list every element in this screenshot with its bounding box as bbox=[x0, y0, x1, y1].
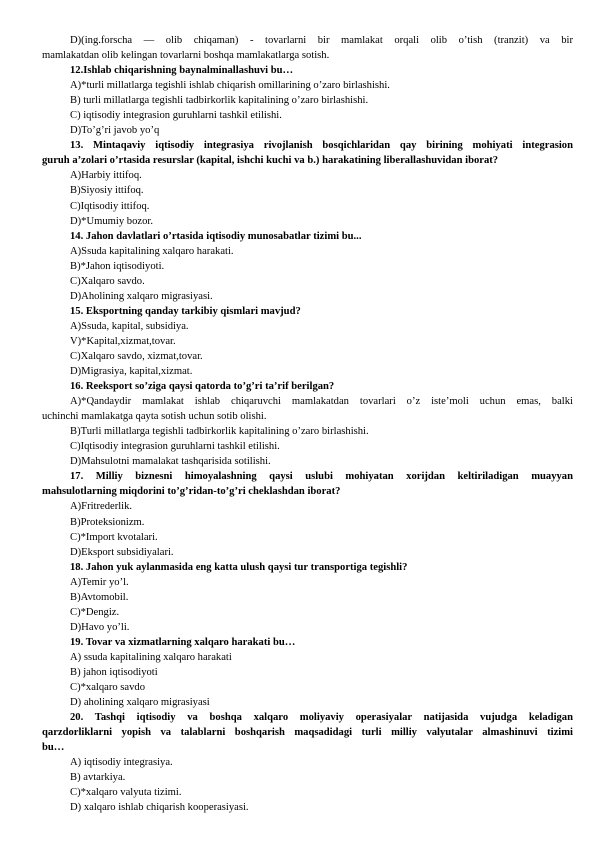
document-body bbox=[42, 33, 573, 815]
answer-option: C)Xalqaro savdo. bbox=[70, 275, 145, 287]
answer-option: C)*Dengiz. bbox=[70, 606, 120, 618]
answer-option: C)*xalqaro valyuta tizimi. bbox=[70, 787, 182, 799]
answer-option: A) ssuda kapitalining xalqaro harakati bbox=[70, 651, 232, 663]
question-line: mahsulotlarning miqdorini to’g’ridan-to’g’ri cheklashdan iborat? bbox=[42, 486, 341, 498]
answer-option: D)To’g’ri javob yo’q bbox=[70, 125, 160, 137]
answer-option: D)Havo yo’li. bbox=[70, 621, 130, 633]
answer-option: C)Iqtisodiy ittifoq. bbox=[70, 200, 150, 212]
text-line: uchinchi mamlakatga qayta sotish uchun sotib olishi. bbox=[42, 411, 267, 423]
question-line: 16. Reeksport so’ziga qaysi qatorda to’g’ri ta’rif berilgan? bbox=[70, 381, 335, 393]
question-line: 19. Tovar va xizmatlarning xalqaro harakati bu… bbox=[70, 636, 296, 648]
answer-option: D)(ing.forscha — olib chiqaman) - tovarlarni bir mamlakat orqali olib o’tish (tranzit) va bir bbox=[70, 35, 573, 46]
answer-option: A)*Qandaydir mamlakat ishlab chiqaruvchi mamlakatdan tovarlari o’z iste’moli uchun emas, balki bbox=[70, 396, 573, 408]
answer-option: A)*turli millatlarga tegishli ishlab chiqarish omillarining o’zaro birlashishi. bbox=[70, 80, 390, 92]
answer-option: B)Avtomobil. bbox=[70, 591, 129, 603]
answer-option: C)*xalqaro savdo bbox=[70, 682, 146, 694]
question-line: 18. Jahon yuk aylanmasida eng katta ulush qaysi tur transportiga tegishli? bbox=[70, 561, 408, 573]
answer-option: D) xalqaro ishlab chiqarish kooperasiyasi. bbox=[70, 802, 249, 814]
answer-option: A)Fritrederlik. bbox=[70, 501, 133, 513]
answer-option: D)*Umumiy bozor. bbox=[70, 215, 153, 227]
answer-option: B) turli millatlarga tegishli tadbirkorlik kapitalining o’zaro birlashishi. bbox=[70, 95, 369, 107]
answer-option: C)Xalqaro savdo, xizmat,tovar. bbox=[70, 350, 203, 362]
answer-option: D) aholining xalqaro migrasiyasi bbox=[70, 697, 210, 709]
answer-option: A)Ssuda kapitalining xalqaro harakati. bbox=[70, 245, 234, 257]
question-line: qarzdorliklarni yopish va talablarni boshqarish maqsadidagi turli milliy valyutalar almashinuvi tizimi bbox=[42, 727, 573, 739]
question-line: 12.Ishlab chiqarishning baynalminallashuvi bu… bbox=[70, 65, 294, 77]
answer-option: A) iqtisodiy integrasiya. bbox=[70, 757, 173, 769]
answer-option: D)Eksport subsidiyalari. bbox=[70, 546, 174, 558]
answer-option: C) iqtisodiy integrasion guruhlarni tashkil etilishi. bbox=[70, 110, 282, 122]
answer-option: B)Proteksionizm. bbox=[70, 516, 145, 528]
question-line: 15. Eksportning qanday tarkibiy qismlari mavjud? bbox=[70, 305, 301, 317]
answer-option: D)Migrasiya, kapital,xizmat. bbox=[70, 366, 193, 378]
answer-option: V)*Kapital,xizmat,tovar. bbox=[70, 335, 176, 347]
question-line: 20. Tashqi iqtisodiy va boshqa xalqaro moliyaviy operasiyalar natijasida vujudga keladigan bbox=[70, 712, 573, 724]
answer-option: D)Aholining xalqaro migrasiyasi. bbox=[70, 290, 213, 302]
question-line: 13. Mintaqaviy iqtisodiy integrasiya rivojlanish bosqichlaridan qay birining mohiyati integrasion bbox=[70, 140, 573, 152]
answer-option: A)Temir yo’l. bbox=[70, 576, 129, 588]
answer-option: B)Siyosiy ittifoq. bbox=[70, 185, 144, 197]
answer-option: B)*Jahon iqtisodiyoti. bbox=[70, 260, 165, 272]
text-line: mamlakatdan olib kelingan tovarlarni boshqa mamlakatlarga sotish. bbox=[42, 50, 330, 62]
answer-option: C)Iqtisodiy integrasion guruhlarni tashkil etilishi. bbox=[70, 441, 280, 453]
answer-option: A)Harbiy ittifoq. bbox=[70, 170, 142, 182]
answer-option: D)Mahsulotni mamalakat tashqarisida sotilishi. bbox=[70, 456, 271, 468]
answer-option: B) jahon iqtisodiyoti bbox=[70, 666, 158, 678]
answer-option: C)*Import kvotalari. bbox=[70, 531, 158, 543]
question-line: guruh a’zolari o’rtasida resurslar (kapital, ishchi kuchi va b.) harakatining liberallashuvidan iborat? bbox=[42, 155, 499, 167]
answer-option: B) avtarkiya. bbox=[70, 772, 126, 784]
answer-option: B)Turli millatlarga tegishli tadbirkorlik kapitalining o’zaro birlashishi. bbox=[70, 426, 369, 438]
question-line: bu… bbox=[42, 742, 65, 754]
answer-option: A)Ssuda, kapital, subsidiya. bbox=[70, 320, 189, 332]
question-line: 14. Jahon davlatlari o’rtasida iqtisodiy munosabatlar tizimi bu... bbox=[70, 230, 362, 242]
question-line: 17. Milliy biznesni himoyalashning qaysi uslubi mohiyatan xorijdan keltiriladigan muayyan bbox=[70, 471, 573, 483]
